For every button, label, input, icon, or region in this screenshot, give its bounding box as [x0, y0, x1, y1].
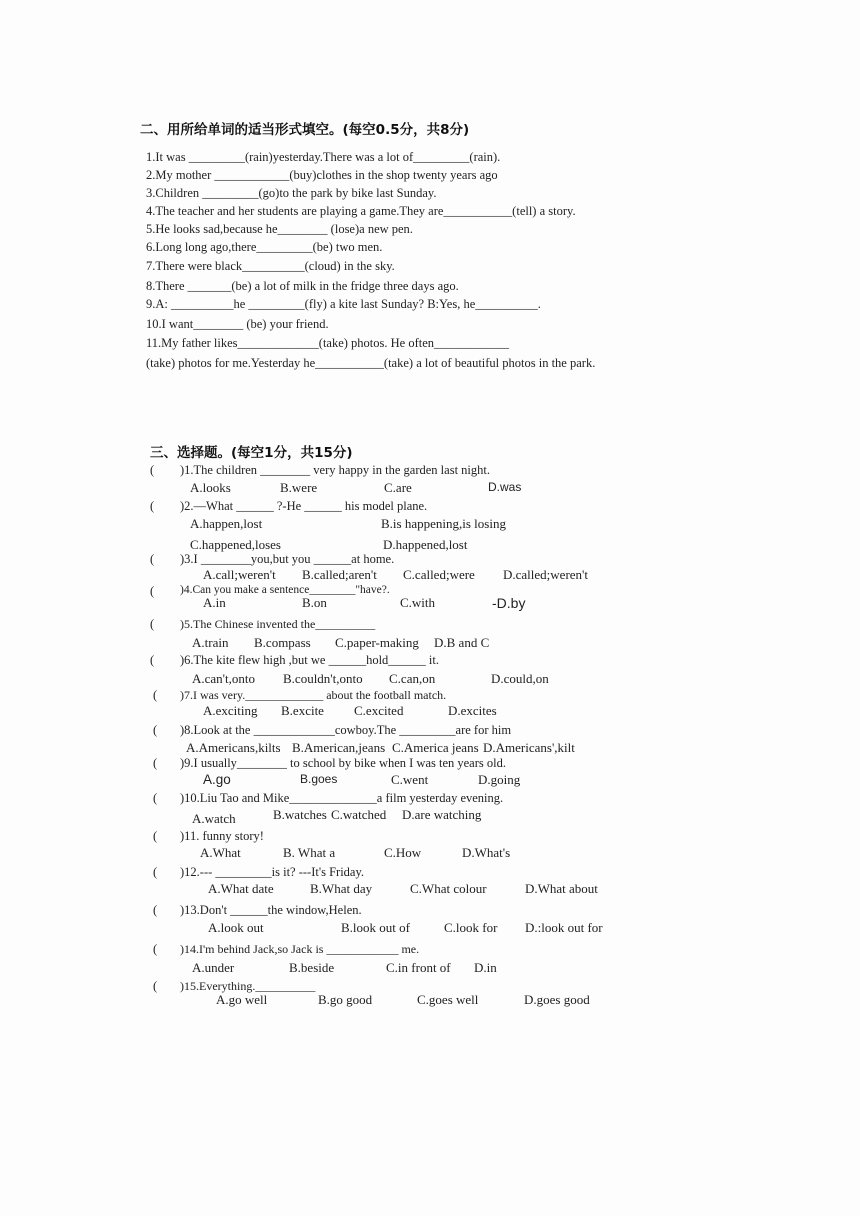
- section-3-title: 三、选择题。(每空1分，共15分): [150, 445, 353, 461]
- question-13-option-c: C.look for: [444, 920, 498, 935]
- answer-paren-5: (: [150, 617, 155, 631]
- question-13-option-b: B.look out of: [341, 920, 410, 935]
- question-4-option-d: -D.by: [492, 595, 526, 611]
- question-11-option-c: C.How: [384, 845, 422, 860]
- question-4-option-a: A.in: [203, 595, 226, 610]
- question-14-stem: )14.I'm behind Jack,so Jack is ____________ me.: [180, 942, 420, 956]
- fill-item-11-continued: (take) photos for me.Yesterday he___________(take) a lot of beautiful photos in the park.: [146, 356, 596, 370]
- question-5-option-b: B.compass: [254, 635, 311, 650]
- question-13-option-d: D.:look out for: [525, 920, 603, 935]
- question-4-stem: )4.Can you make a sentence________"have?.: [180, 584, 390, 596]
- question-12-option-a: A.What date: [208, 881, 274, 896]
- question-2-option-b: B.is happening,is losing: [381, 516, 506, 531]
- answer-paren-10: (: [153, 791, 158, 805]
- fill-item-4: 4.The teacher and her students are playing a game.They are___________(tell) a story.: [146, 204, 576, 218]
- question-11-option-d: D.What's: [462, 845, 511, 860]
- fill-item-2: 2.My mother ____________(buy)clothes in the shop twenty years ago: [146, 168, 498, 182]
- question-6-stem: )6.The kite flew high ,but we ______hold______ it.: [180, 653, 439, 667]
- fill-item-11: 11.My father likes_____________(take) photos. He often____________: [146, 336, 510, 350]
- question-9-option-d: D.going: [478, 772, 521, 787]
- question-11-option-b: B. What a: [283, 845, 336, 860]
- question-15-option-c: C.goes well: [417, 992, 479, 1007]
- question-14-option-c: C.in front of: [386, 960, 451, 975]
- question-9-option-b: B.goes: [300, 772, 338, 786]
- answer-paren-4: (: [150, 584, 155, 598]
- answer-paren-15: (: [153, 979, 158, 993]
- question-5-option-a: A.train: [192, 635, 229, 650]
- answer-paren-9: (: [153, 756, 158, 770]
- question-4-option-b: B.on: [302, 595, 327, 610]
- question-5-option-c: C.paper-making: [335, 635, 419, 650]
- fill-item-8: 8.There _______(be) a lot of milk in the fridge three days ago.: [146, 279, 459, 293]
- question-8-option-a: A.Americans,kilts: [186, 740, 281, 755]
- question-10-stem: )10.Liu Tao and Mike______________a film yesterday evening.: [180, 791, 504, 805]
- question-7-option-d: D.excites: [448, 703, 497, 718]
- question-7-option-c: C.excited: [354, 703, 404, 718]
- question-3-option-a: A.call;weren't: [203, 567, 276, 582]
- question-7-stem: )7.I was very._____________ about the football match.: [180, 688, 447, 702]
- answer-paren-13: (: [153, 903, 158, 917]
- fill-item-6: 6.Long long ago,there_________(be) two men.: [146, 240, 383, 254]
- fill-item-1: 1.It was _________(rain)yesterday.There was a lot of_________(rain).: [146, 150, 501, 164]
- question-7-option-a: A.exciting: [203, 703, 258, 718]
- question-6-option-d: D.could,on: [491, 671, 549, 686]
- question-7-option-b: B.excite: [281, 703, 324, 718]
- question-14-option-b: B.beside: [289, 960, 335, 975]
- fill-item-9: 9.A: __________he _________(fly) a kite last Sunday? B:Yes, he__________.: [146, 297, 541, 311]
- question-6-option-c: C.can,on: [389, 671, 436, 686]
- question-8-option-b: B.American,jeans: [292, 740, 386, 755]
- question-8-option-d: D.Americans',kilt: [483, 740, 575, 755]
- answer-paren-8: (: [153, 723, 158, 737]
- question-2-option-a: A.happen,lost: [190, 516, 263, 531]
- question-1-stem: )1.The children ________ very happy in the garden last night.: [180, 463, 490, 477]
- question-15-stem: )15.Everything.__________: [180, 979, 316, 993]
- question-15-option-d: D.goes good: [524, 992, 590, 1007]
- question-1-option-a: A.looks: [190, 480, 231, 495]
- question-15-option-a: A.go well: [216, 992, 268, 1007]
- question-3-option-d: D.called;weren't: [503, 567, 588, 582]
- question-12-option-d: D.What about: [525, 881, 598, 896]
- question-13-option-a: A.look out: [208, 920, 264, 935]
- question-4-option-c: C.with: [400, 595, 436, 610]
- question-11-option-a: A.What: [200, 845, 241, 860]
- question-9-option-c: C.went: [391, 772, 429, 787]
- question-1-option-b: B.were: [280, 480, 318, 495]
- question-10-option-c: C.watched: [331, 807, 387, 822]
- question-6-option-b: B.couldn't,onto: [283, 671, 363, 686]
- question-1-option-c: C.are: [384, 480, 412, 495]
- answer-paren-2: (: [150, 499, 155, 513]
- answer-paren-14: (: [153, 942, 158, 956]
- question-5-stem: )5.The Chinese invented the__________: [180, 617, 376, 631]
- question-15-option-b: B.go good: [318, 992, 373, 1007]
- question-3-option-c: C.called;were: [403, 567, 475, 582]
- question-2-stem: )2.—What ______ ?-He ______ his model plane.: [180, 499, 428, 513]
- question-2-option-c: C.happened,loses: [190, 537, 281, 552]
- question-3-stem: )3.I ________you,but you ______at home.: [180, 552, 395, 566]
- question-8-option-c: C.America jeans: [392, 740, 479, 755]
- fill-item-7: 7.There were black__________(cloud) in the sky.: [146, 259, 395, 273]
- question-1-option-d: D.was: [488, 480, 522, 494]
- question-9-option-a: A.go: [203, 772, 231, 787]
- question-14-option-d: D.in: [474, 960, 497, 975]
- answer-paren-12: (: [153, 865, 158, 879]
- answer-paren-3: (: [150, 552, 155, 566]
- fill-item-5: 5.He looks sad,because he________ (lose)a new pen.: [146, 222, 413, 236]
- answer-paren-11: (: [153, 829, 158, 843]
- question-10-option-b: B.watches: [273, 807, 327, 822]
- question-11-stem: )11. funny story!: [180, 829, 264, 843]
- fill-item-3: 3.Children _________(go)to the park by bike last Sunday.: [146, 186, 437, 200]
- question-9-stem: )9.I usually________ to school by bike when I was ten years old.: [180, 756, 506, 770]
- fill-item-10: 10.I want________ (be) your friend.: [146, 317, 329, 331]
- question-3-option-b: B.called;aren't: [302, 567, 377, 582]
- section-2-title: 二、用所给单词的适当形式填空。(每空0.5分，共8分): [140, 122, 470, 138]
- question-10-option-a: A.watch: [192, 811, 236, 826]
- question-13-stem: )13.Don't ______the window,Helen.: [180, 903, 362, 917]
- question-2-option-d: D.happened,lost: [383, 537, 468, 552]
- question-12-stem: )12.--- _________is it? ---It's Friday.: [180, 865, 365, 879]
- question-12-option-c: C.What colour: [410, 881, 487, 896]
- question-8-stem: )8.Look at the _____________cowboy.The _________are for him: [180, 723, 512, 737]
- answer-paren-1: (: [150, 463, 155, 477]
- question-5-option-d: D.B and C: [434, 635, 490, 650]
- question-6-option-a: A.can't,onto: [192, 671, 255, 686]
- answer-paren-6: (: [150, 653, 155, 667]
- answer-paren-7: (: [153, 688, 158, 702]
- question-10-option-d: D.are watching: [402, 807, 482, 822]
- question-14-option-a: A.under: [192, 960, 235, 975]
- question-12-option-b: B.What day: [310, 881, 373, 896]
